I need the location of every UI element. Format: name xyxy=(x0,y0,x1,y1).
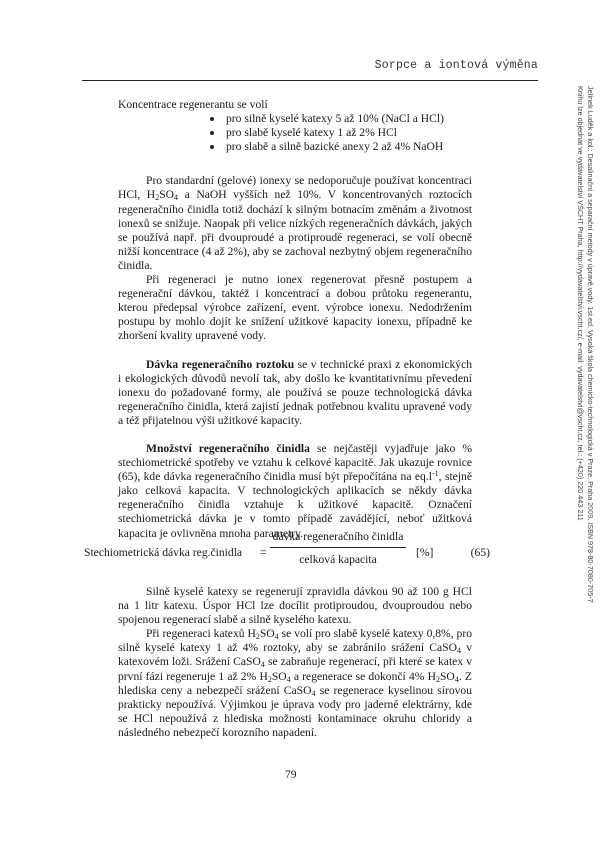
paragraph-regeneration-dose: Dávka regeneračního roztoku se v technické praxi z ekonomických i ekologických důvodů nevolí tak, aby došlo ke kvantitativnímu převedení ionexu do požadované formy, ale používá se pouze technologická dávka regeneračního činidla, která zajistí jednak potřebnou kvalitu upravené vody a též přijatelnou výši užitkové kapacity. xyxy=(118,357,473,427)
citation-line: Jelínek Luděk a kol.: Desalinační a separační metody v úpravě vody. 1st ed. Vysoká škola chemicko-technologická v Praze, Praha 2009. ISBN 978-80-7080-705-7 xyxy=(586,86,595,603)
bullet-icon xyxy=(210,131,214,135)
ordering-info-line: Knihu lze objednat ve vydavatelství VŠCHT Praha, http://vydavatelstvi.vscht.cz/, e-mail: vydavatelstvi@vscht.cz, tel.: (+420) 220 443 211 xyxy=(576,86,586,521)
fraction-denominator: celková kapacita xyxy=(299,553,377,566)
equation-number: (65) xyxy=(470,546,490,559)
equation-fraction xyxy=(270,530,406,566)
fraction-numerator: dávka regeneračního činidla xyxy=(272,530,404,543)
side-citation xyxy=(559,86,595,686)
concentration-intro: Koncentrace regenerantu se volí xyxy=(118,98,268,111)
list-item: pro slabě a silně bazické anexy 2 až 4% NaOH xyxy=(208,140,472,154)
list-item: pro silně kyselé katexy 5 až 10% (NaCl a HCl) xyxy=(208,112,472,126)
paragraph-strong-acid-regeneration: Silně kyselé katexy se regenerují zpravidla dávkou 90 až 100 g HCl na 1 litr katexu. Úspor HCl lze docílit protiproudou, dvouproudou nebo spojenou regenerací slabě a silně kyselého katexu. xyxy=(118,585,472,627)
page-number: 79 xyxy=(285,768,297,781)
equals-sign: = xyxy=(260,546,267,559)
list-item: pro slabě kyselé katexy 1 až 2% HCl xyxy=(208,126,472,140)
equation-65 xyxy=(84,530,504,580)
bullet-icon xyxy=(210,117,214,121)
term-davka: Dávka regeneračního roztoku xyxy=(146,357,295,371)
running-title: Sorpce a iontová výměna xyxy=(374,59,538,72)
equation-lhs: Stechiometrická dávka reg.činidla xyxy=(84,546,243,559)
equation-unit: [%] xyxy=(416,546,434,559)
page-body-continued xyxy=(118,585,472,740)
paragraph-sulfuric-acid-regeneration: Při regeneraci katexů $H_2SO_4$ se volí pro slabě kyselé katexy 0,8%, pro silně kyselé katexy 1 až 4% roztoky, aby se zabránilo srážení CaSO$_4$ v katexovém loži. Srážení CaSO$_4$ se zabraňuje regenerací, při které se katex v první fázi regeneruje 1 až 2% $H_2SO_4$ a regenerace se dokončí 4% $H_2SO_4$. Z hlediska ceny a nebezpečí srážení CaSO$_4$ se regenerace kyselinou sírovou prakticky nepoužívá. Výjimkou je úprava vody pro jaderné elektrárny, kde se HCl nepoužívá z hlediska možnosti kontaminace okruhu chloridy a následného nebezpečí korozního napadení. xyxy=(118,627,473,739)
running-header xyxy=(82,56,538,81)
term-mnozstvi: Množství regeneračního činidla xyxy=(146,441,310,455)
paragraph-standard-ionexes: Pro standardní (gelové) ionexy se nedoporučuje používat koncentraci HCl, $H_2SO_4$ a NaOH vyšších než 10%. V koncentrovaných roztocích regeneračního činidla totiž dochází k silným botnacím změnám a životnost ionexů se snižuje. Naopak při velice nízkých regeneračních dávkách, jakých se používá např. při dvouproudé a protiproudé regeneraci, se volí obecně nižší koncentrace (4 až 2%), aby se zachoval nezbytný objem regeneračního činidla. xyxy=(118,174,472,272)
page-body xyxy=(118,98,472,541)
concentration-list xyxy=(208,112,472,154)
bullet-icon xyxy=(210,145,214,149)
paragraph-regenerant-amount: Množství regeneračního činidla se nejčastěji vyjadřuje jako % stechiometrické spotřeby ve vztahu k celkové kapacitě. Jak ukazuje rovnice (65), kde dávka regeneračního činidla musí být přepočítána na $eq.l^{-1}$, stejně jako celková kapacita. V technologických aplikacích se někdy dávka regeneračního činidla vztahuje k užitkové kapacitě. Označení stechiometrická dávka je v tomto případě zavádějící, neboť užitková kapacita je ovlivněna mnoha parametry. xyxy=(118,441,472,540)
fraction-bar xyxy=(270,547,406,548)
paragraph-regeneration-procedure: Při regeneraci je nutno ionex regenerovat přesně postupem a regenerační dávkou, taktéž i koncentrací a dobou průtoku regenerantu, kterou předepsal výrobce zařízení, event. výrobce ionexu. Nedodržením postupu by mohlo dojít ke snížení užitkové kapacity ionexu, případně ke zhoršení kvality upravené vody. xyxy=(118,273,472,343)
